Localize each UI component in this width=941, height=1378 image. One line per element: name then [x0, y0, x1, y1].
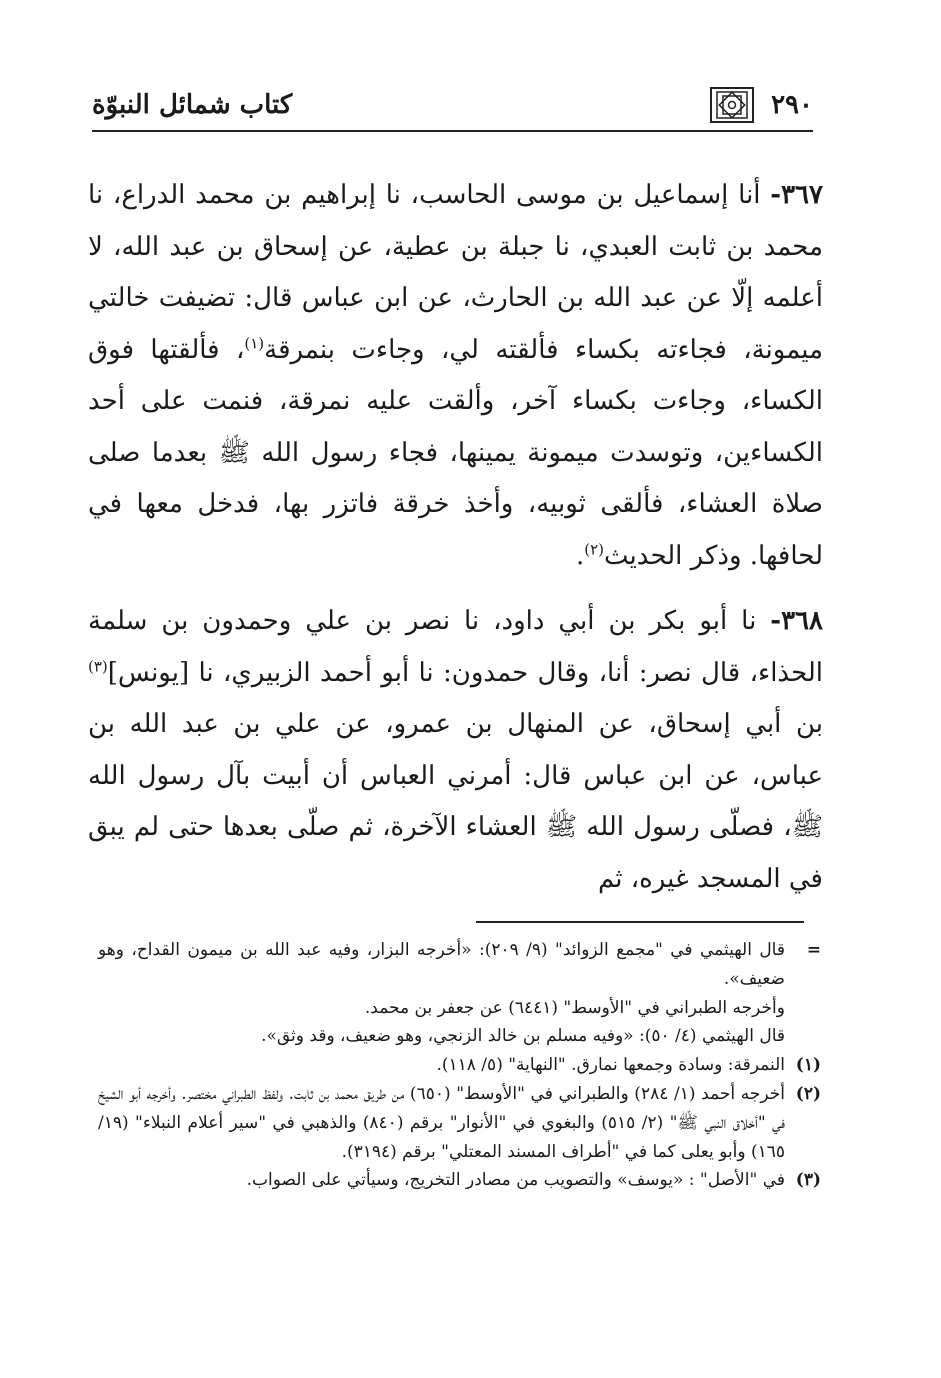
- hadith-text: .: [575, 540, 585, 571]
- footnote-rule: [476, 921, 804, 923]
- footnote-text: في "الأصل" : «يوسف» والتصويب من مصادر التخريج، وسيأتي على الصواب.: [246, 1170, 785, 1191]
- footnote-mark: =: [806, 940, 821, 960]
- footnote-ref-3: (٣): [88, 656, 108, 675]
- footnotes: [98, 936, 821, 1195]
- footnote-continuation: [98, 936, 821, 1051]
- footnote-text: النمرقة: وسادة وجمعها نمارق. "النهاية" (٥/ ١١٨).: [436, 1055, 785, 1076]
- hadith-367: [88, 170, 823, 582]
- running-title: كتاب شمائل النبوّة: [92, 90, 293, 120]
- header-rule: [92, 130, 813, 132]
- footnote-text: أخرجه أحمد (١/ ٢٨٤) والطبراني في "الأوسط" (٦٥٠) من طريق محمد بن ثابت. ولفظ الطبراني مختصر. وأخرجه أبو الشيخ في "أخلاق النبي ﷺ" (٢/ ٥١٥) والبغوي في "الأنوار" برقم (٨٤٠) والذهبي في "سير أعلام النبلاء" (١٩/ ١٦٥) وأبو يعلى كما في "أطراف المسند المعتلي" برقم (٣١٩٤).: [98, 1083, 785, 1162]
- hadith-text: نا أبو بكر بن أبي داود، نا نصر بن علي وحمدون بن سلمة الحذاء، قال نصر: أنا، وقال حمدون: نا أبو أحمد الزبيري، نا [يونس]: [88, 606, 823, 688]
- footnote-mark: (٢): [795, 1083, 821, 1104]
- hadith-text: ، فألقتها فوق الكساء، وجاءت بكساء آخر، وألقت عليه نمرقة، فنمت على أحد الكساءين، وتوسدت ميمونة يمينها، فجاء رسول الله ﷺ بعدما صلى صلاة العشاء، فألقى ثوبيه، وأخذ خرقة فاتزر بها، فدخل معها في لحافها. وذكر الحديث: [88, 334, 823, 571]
- footnote-3: [98, 1166, 821, 1195]
- footnote-line: قال الهيثمي في "مجمع الزوائد" (٩/ ٢٠٩): «أخرجه البزار، وفيه عبد الله بن ميمون القداح، وهو ضعيف».: [98, 940, 785, 989]
- page-header: [92, 86, 813, 128]
- footnote-line: قال الهيثمي (٤/ ٥٠): «وفيه مسلم بن خالد الزنجي، وهو ضعيف، وقد وثق».: [261, 1026, 785, 1047]
- footnote-mark: (١): [795, 1055, 821, 1076]
- hadith-number: ٣٦٧-: [770, 180, 823, 210]
- footnote-ref-2: (٢): [584, 539, 605, 558]
- hadith-number: ٣٦٨-: [770, 606, 823, 636]
- main-text: [88, 170, 823, 905]
- page-number: ٢٩٠: [771, 90, 813, 120]
- hadith-text: بن أبي إسحاق، عن المنهال بن عمرو، عن علي بن عبد الله بن عباس، عن ابن عباس قال: أمرني العباس أن أبيت بآل رسول الله ﷺ، فصلّى رسول الله ﷺ العشاء الآخرة، ثم صلّى بعدها حتى لم يبق في المسجد غيره، ثم: [88, 709, 823, 894]
- footnote-2: [98, 1080, 821, 1166]
- footnote-1: [98, 1051, 821, 1080]
- footnote-ref-1: (١): [244, 333, 265, 352]
- footnote-mark: (٣): [795, 1170, 821, 1191]
- hadith-368: [88, 596, 823, 905]
- hadith-text: أنا إسماعيل بن موسى الحاسب، نا إبراهيم بن محمد الدراع، نا محمد بن ثابت العبدي، نا جبلة بن عطية، عن إسحاق بن عبد الله، لا أعلمه إلّا عن عبد الله بن الحارث، عن ابن عباس قال: تضيفت خالتي ميمونة، فجاءته بكساء فألقته لي، وجاءت بنمرقة: [88, 180, 823, 365]
- ornamental-star-icon: [709, 86, 755, 124]
- footnote-line: وأخرجه الطبراني في "الأوسط" (٦٤٤١) عن جعفر بن محمد.: [364, 997, 785, 1018]
